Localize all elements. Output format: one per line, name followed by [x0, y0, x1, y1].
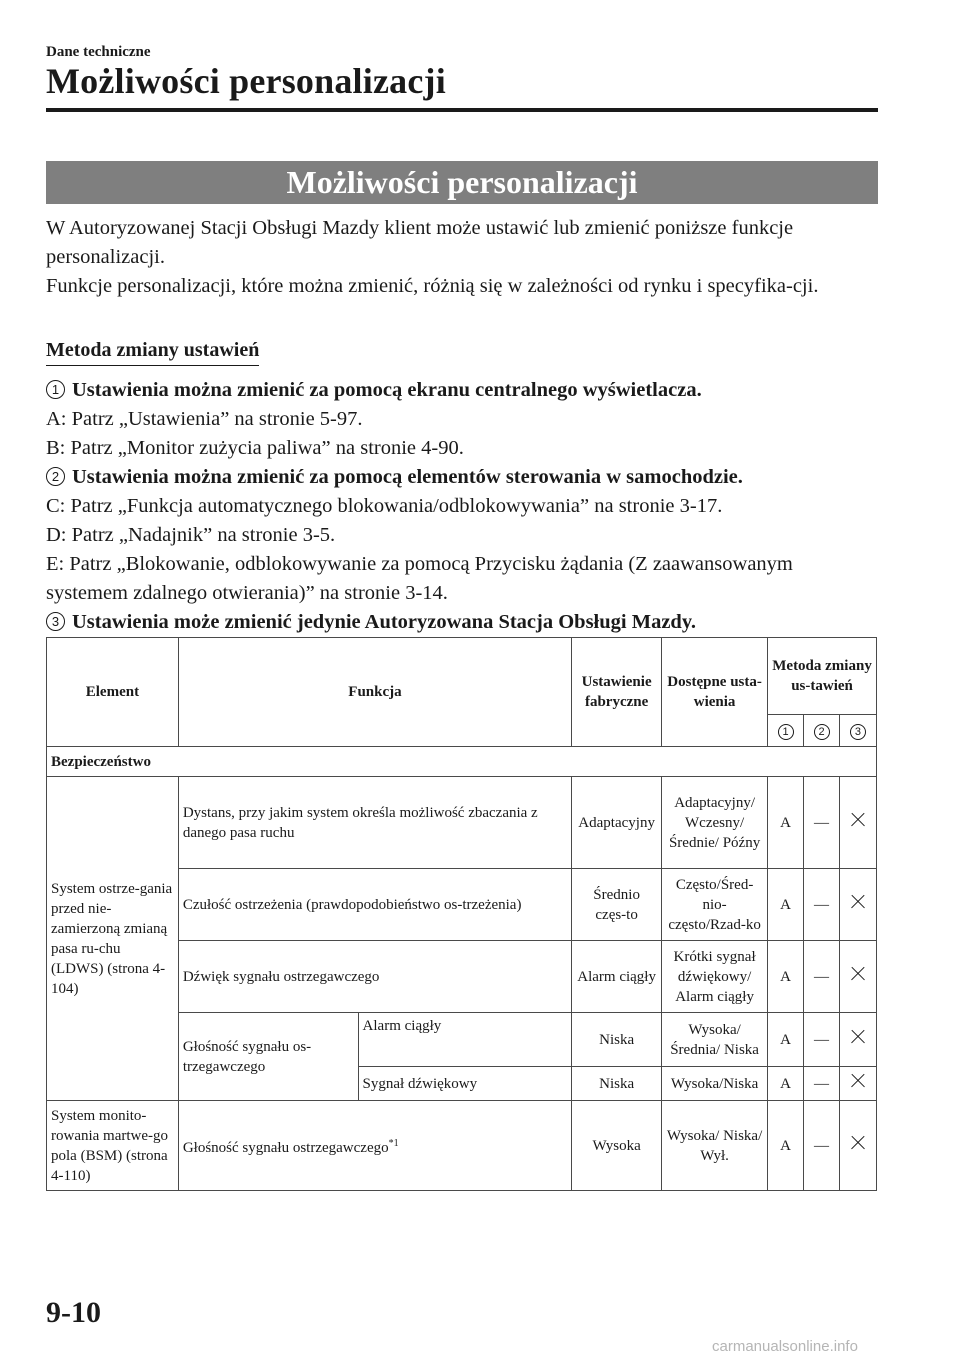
cross-icon: [850, 1029, 866, 1045]
reference-b: B: Patrz „Monitor zużycia paliwa” na stronie 4-90.: [46, 437, 464, 459]
method-3-text: Ustawienia może zmienić jedynie Autoryzowana Stacja Obsługi Mazdy.: [72, 611, 697, 633]
cell-fabryczne: Niska: [572, 1013, 662, 1067]
chapter-banner: Możliwości personalizacji: [46, 161, 878, 204]
cell-dostepne: Często/Śred-nio-często/Rzad-ko: [662, 869, 768, 941]
cell-method-3: [839, 941, 876, 1013]
cell-fabryczne: Niska: [572, 1067, 662, 1101]
header-metoda: Metoda zmiany us-tawień: [768, 638, 877, 715]
cell-subfunction: Alarm ciągły: [358, 1013, 572, 1067]
cell-method-2: —: [804, 1101, 840, 1191]
intro-paragraph: W Autoryzowanej Stacji Obsługi Mazdy klient może ustawić lub zmienić poniższe funkcje personalizacji.: [46, 217, 794, 268]
cell-dostepne: Wysoka/Średnia/ Niska: [662, 1013, 768, 1067]
cell-method-3: [839, 1101, 876, 1191]
circled-number-icon: 3: [850, 724, 866, 740]
reference-c: C: Patrz „Funkcja automatycznego blokowania/odblokowywania” na stronie 3-17.: [46, 495, 723, 517]
footnote-mark: *1: [388, 1137, 399, 1149]
cell-method-2: —: [804, 1013, 840, 1067]
header-dostepne: Dostępne usta-wienia: [662, 638, 768, 747]
category-row: [47, 747, 877, 777]
cell-funkcja: Dystans, przy jakim system określa możliwość zbaczania z danego pasa ruchu: [178, 777, 571, 869]
method-list: [46, 376, 876, 637]
element-ldws: System ostrze-gania przed nie-zamierzoną zmianą pasa ru-chu (LDWS) (strona 4-104): [47, 777, 179, 1101]
table-row: [47, 777, 877, 869]
cell-method-3: [839, 1067, 876, 1101]
intro-paragraph: Funkcje personalizacji, które można zmienić, różnią się w zależności od rynku i specyfika-cji.: [46, 275, 819, 297]
header-method-2: [804, 715, 840, 747]
reference-d: D: Patrz „Nadajnik” na stronie 3-5.: [46, 524, 336, 546]
funkcja-text: Głośność sygnału ostrzegawczego: [182, 1139, 389, 1156]
cell-method-3: [839, 869, 876, 941]
header-method-3: [839, 715, 876, 747]
circled-number-icon: 1: [46, 380, 65, 399]
intro-text: [46, 214, 876, 301]
section-label: Dane techniczne: [46, 44, 151, 60]
cell-fabryczne: Alarm ciągły: [572, 941, 662, 1013]
element-bsm: System monito-rowania martwe-go pola (BSM) (strona 4-110): [47, 1101, 179, 1191]
method-heading: Metoda zmiany ustawień: [46, 339, 259, 366]
reference-a: A: Patrz „Ustawienia” na stronie 5-97.: [46, 408, 363, 430]
cell-fabryczne: Średnio częs-to: [572, 869, 662, 941]
cell-dostepne: Wysoka/ Niska/ Wył.: [662, 1101, 768, 1191]
method-2-heading: [46, 463, 876, 492]
personalization-table: [46, 637, 877, 1191]
circled-number-icon: 2: [46, 467, 65, 486]
cell-method-1: A: [768, 941, 804, 1013]
circled-number-icon: 2: [814, 724, 830, 740]
page-title: Możliwości personalizacji: [46, 61, 446, 101]
cell-fabryczne: Wysoka: [572, 1101, 662, 1191]
cell-dostepne: Krótki sygnał dźwiękowy/ Alarm ciągły: [662, 941, 768, 1013]
cell-method-3: [839, 1013, 876, 1067]
cell-method-1: A: [768, 1013, 804, 1067]
cell-funkcja: Dźwięk sygnału ostrzegawczego: [178, 941, 571, 1013]
cell-subfunction: Sygnał dźwiękowy: [358, 1067, 572, 1101]
reference-e-cont: systemem zdalnego otwierania)” na stronie 3-14.: [46, 582, 448, 604]
cross-icon: [850, 1135, 866, 1151]
header-method-1: [768, 715, 804, 747]
page-number: 9-10: [46, 1296, 101, 1329]
cell-method-2: —: [804, 1067, 840, 1101]
category-label: Bezpieczeństwo: [47, 747, 877, 777]
circled-number-icon: 3: [46, 612, 65, 631]
header-element: Element: [47, 638, 179, 747]
cross-icon: [850, 1073, 866, 1089]
table-header-row: [47, 638, 877, 715]
cell-fabryczne: Adaptacyjny: [572, 777, 662, 869]
cell-method-1: A: [768, 1101, 804, 1191]
cell-method-1: A: [768, 869, 804, 941]
method-3-heading: [46, 608, 876, 637]
cross-icon: [850, 966, 866, 982]
cross-icon: [850, 812, 866, 828]
method-1-text: Ustawienia można zmienić za pomocą ekranu centralnego wyświetlacza.: [72, 379, 702, 401]
cell-funkcja: Głośność sygnału os-trzegawczego: [178, 1013, 358, 1101]
cross-icon: [850, 894, 866, 910]
cell-method-2: —: [804, 777, 840, 869]
cell-method-1: A: [768, 1067, 804, 1101]
reference-e: E: Patrz „Blokowanie, odblokowywanie za pomocą Przycisku żądania (Z zaawansowanym: [46, 553, 793, 575]
header-fabryczne: Ustawienie fabryczne: [572, 638, 662, 747]
watermark: carmanualsonline.info: [712, 1338, 858, 1355]
method-1-heading: [46, 376, 876, 405]
circled-number-icon: 1: [778, 724, 794, 740]
cell-method-3: [839, 777, 876, 869]
table-row: [47, 1101, 877, 1191]
cell-dostepne: Wysoka/Niska: [662, 1067, 768, 1101]
cell-method-2: —: [804, 869, 840, 941]
cell-method-2: —: [804, 941, 840, 1013]
cell-funkcja: Czułość ostrzeżenia (prawdopodobieństwo os-trzeżenia): [178, 869, 571, 941]
cell-method-1: A: [768, 777, 804, 869]
method-2-text: Ustawienia można zmienić za pomocą elementów sterowania w samochodzie.: [72, 466, 743, 488]
title-rule: [46, 108, 878, 112]
header-funkcja: Funkcja: [178, 638, 571, 747]
cell-funkcja: [178, 1101, 571, 1191]
cell-dostepne: Adaptacyjny/ Wczesny/ Średnie/ Późny: [662, 777, 768, 869]
